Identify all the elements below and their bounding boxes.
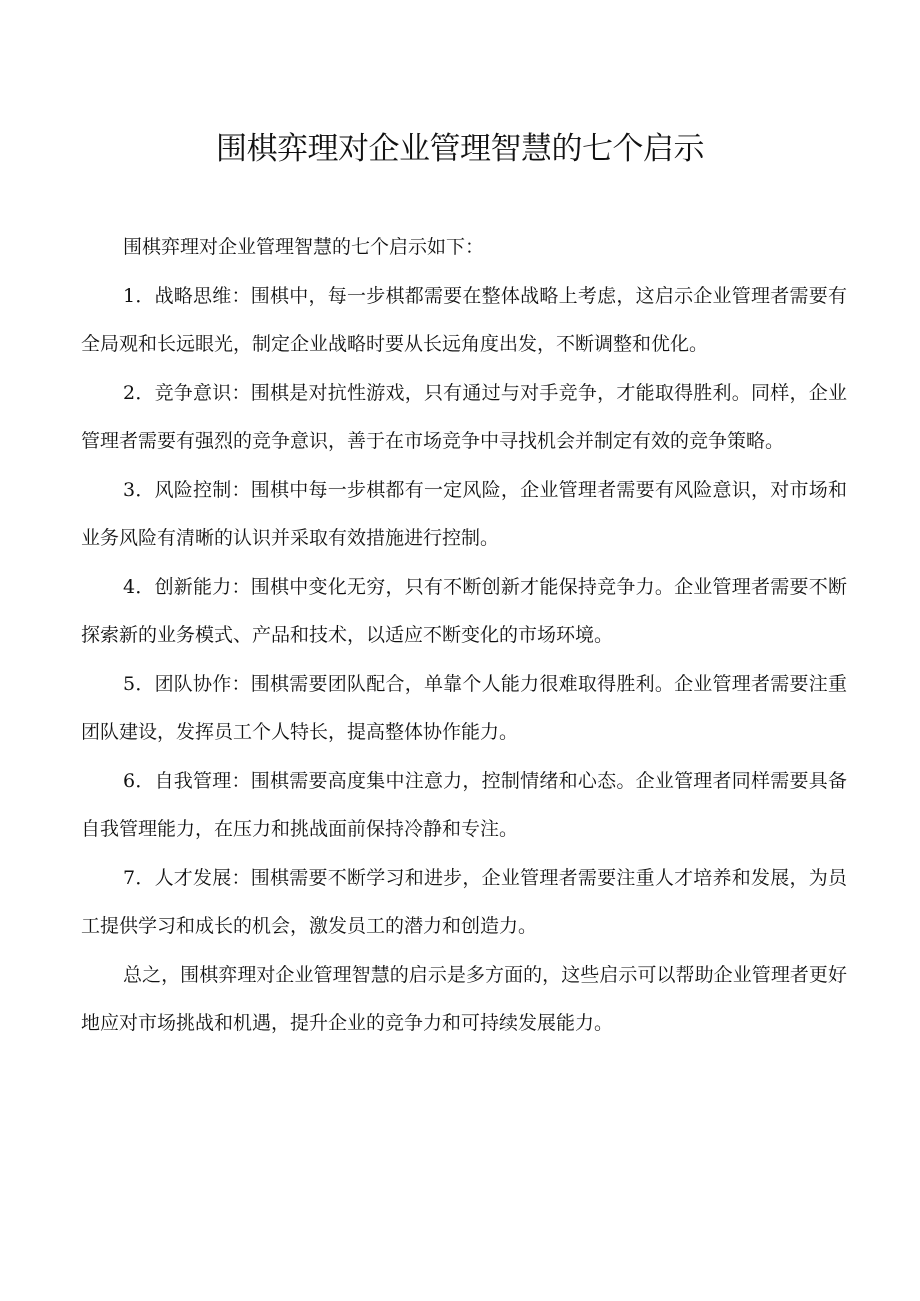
intro-paragraph: 围棋弈理对企业管理智慧的七个启示如下： <box>123 236 485 258</box>
point-6-self-management: 6．自我管理：围棋需要高度集中注意力，控制情绪和心态。企业管理者同样需要具备自我管理能力，在压力和挑战面前保持冷静和专注。 <box>81 770 847 840</box>
point-3-risk-control: 3．风险控制：围棋中每一步棋都有一定风险，企业管理者需要有风险意识，对市场和业务风险有清晰的认识并采取有效措施进行控制。 <box>81 479 847 549</box>
point-2-competition-awareness: 2．竞争意识：围棋是对抗性游戏，只有通过与对手竞争，才能取得胜利。同样，企业管理者需要有强烈的竞争意识，善于在市场竞争中寻找机会并制定有效的竞争策略。 <box>81 382 847 452</box>
point-5-teamwork: 5．团队协作：围棋需要团队配合，单靠个人能力很难取得胜利。企业管理者需要注重团队建设，发挥员工个人特长，提高整体协作能力。 <box>81 673 847 743</box>
conclusion-paragraph: 总之，围棋弈理对企业管理智慧的启示是多方面的，这些启示可以帮助企业管理者更好地应对市场挑战和机遇，提升企业的竞争力和可持续发展能力。 <box>81 964 847 1034</box>
point-4-innovation: 4．创新能力：围棋中变化无穷，只有不断创新才能保持竞争力。企业管理者需要不断探索新的业务模式、产品和技术，以适应不断变化的市场环境。 <box>81 576 847 646</box>
point-1-strategic-thinking: 1．战略思维：围棋中，每一步棋都需要在整体战略上考虑，这启示企业管理者需要有全局观和长远眼光，制定企业战略时要从长远角度出发，不断调整和优化。 <box>81 285 847 355</box>
document-body <box>81 223 847 1048</box>
document-title: 围棋弈理对企业管理智慧的七个启示 <box>216 131 704 167</box>
point-7-talent-development: 7．人才发展：围棋需要不断学习和进步，企业管理者需要注重人才培养和发展，为员工提供学习和成长的机会，激发员工的潜力和创造力。 <box>81 867 847 937</box>
